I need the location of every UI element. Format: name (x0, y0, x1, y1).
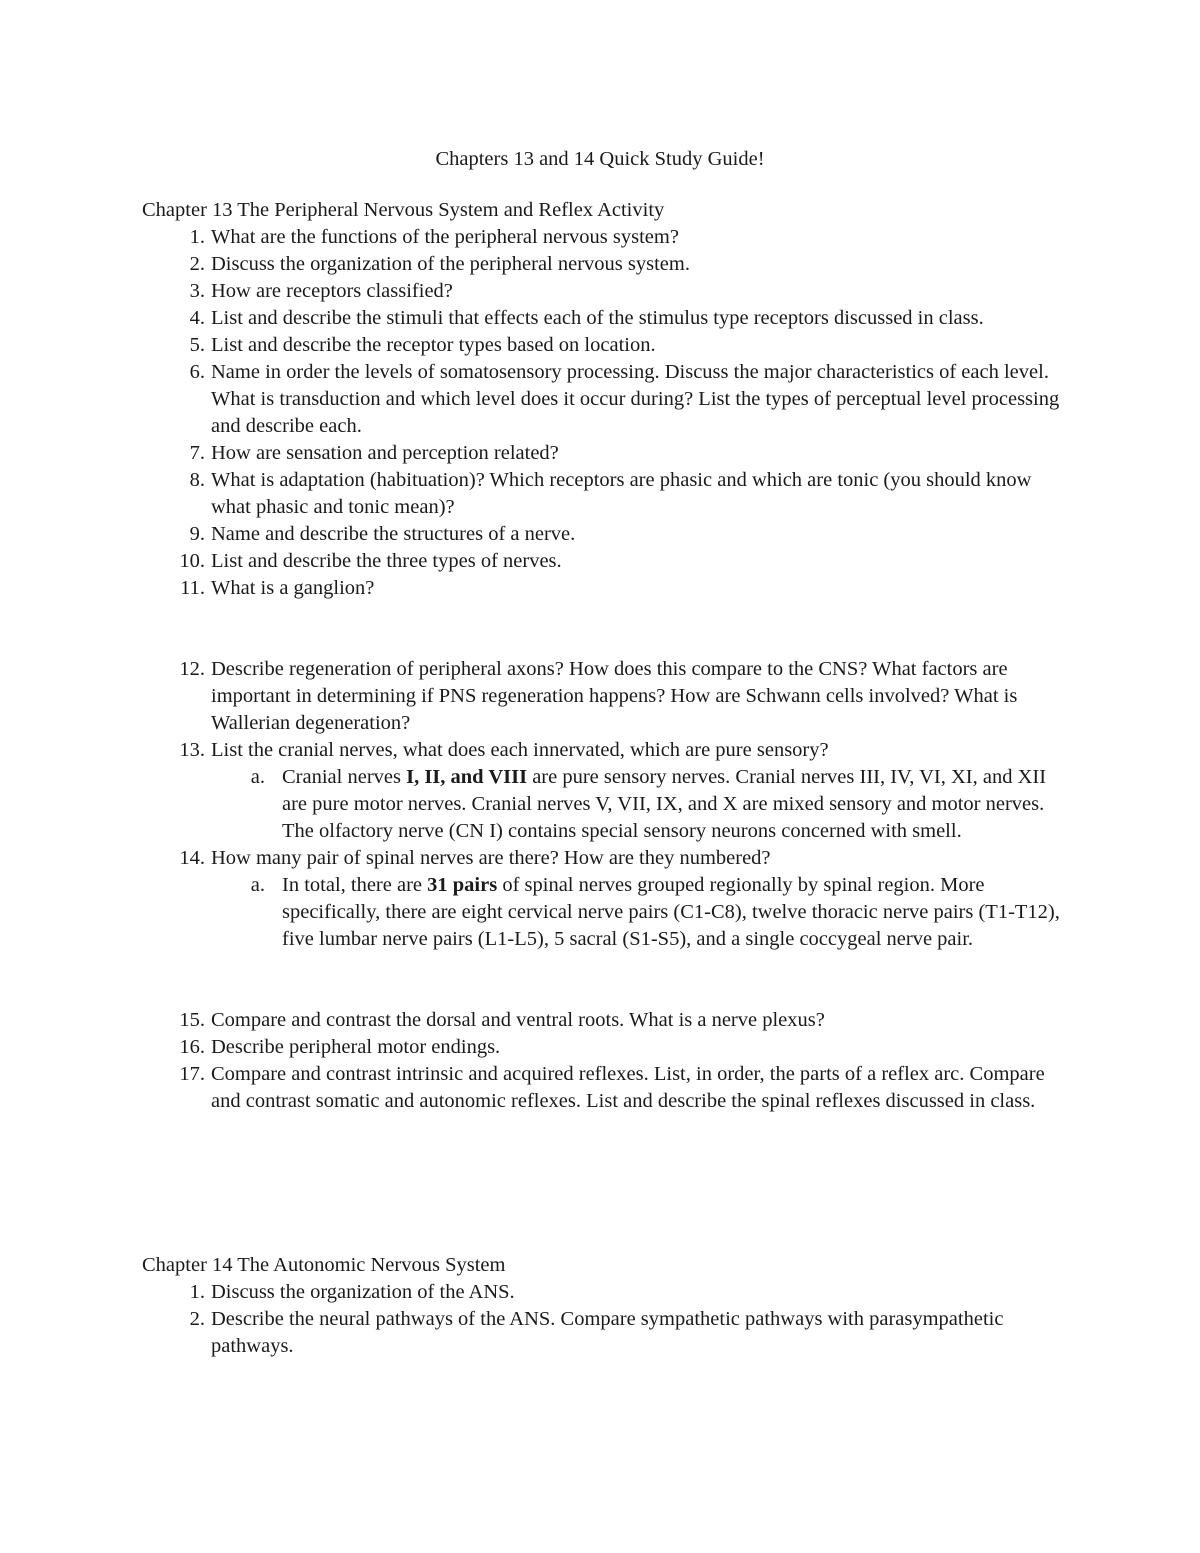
list-item (142, 575, 1072, 602)
item-text: What is adaptation (habituation)? Which receptors are phasic and which are tonic (you should know what phasic and tonic mean)? (211, 469, 1032, 518)
sub-item-text (282, 764, 1072, 845)
item-number: 12. (179, 658, 205, 680)
item-number: 5. (189, 334, 205, 356)
list-item (142, 1061, 1072, 1115)
chapter-14-heading: Chapter 14 The Autonomic Nervous System (142, 1254, 506, 1276)
list-item (142, 521, 1072, 548)
list-item (142, 845, 1072, 872)
item-number: 9. (189, 523, 205, 545)
sub-text-pre: Cranial nerves (282, 766, 407, 788)
item-text: Discuss the organization of the peripheral nervous system. (211, 253, 690, 275)
item-text: Compare and contrast the dorsal and ventral roots. What is a nerve plexus? (211, 1009, 825, 1031)
list-item (142, 1007, 1072, 1034)
list-item (142, 440, 1072, 467)
list-item (142, 332, 1072, 359)
item-number: 1. (189, 226, 205, 248)
item-number: 4. (189, 307, 205, 329)
item-number: 16. (179, 1036, 205, 1058)
item-text: Describe peripheral motor endings. (211, 1036, 501, 1058)
list-item (142, 224, 1072, 251)
item-text: What is a ganglion? (211, 577, 375, 599)
sub-text-post: of spinal nerves grouped regionally by spinal region. More specifically, there are eight cervical nerve pairs (C1-C8), twelve thoracic nerve pairs (T1-T12), five lumbar nerve pairs (L1-L5), 5 sacral (S1-S5), and a single coccygeal nerve pair. (282, 874, 1060, 950)
item-text: Name and describe the structures of a nerve. (211, 523, 576, 545)
item-number: 15. (179, 1009, 205, 1031)
sub-text-bold: I, II, and VIII (406, 766, 528, 788)
item-number: 1. (189, 1281, 205, 1303)
item-number: 3. (189, 280, 205, 302)
item-text: Describe regeneration of peripheral axons? How does this compare to the CNS? What factors are important in determining if PNS regeneration happens? How are Schwann cells involved? What is Wallerian degeneration? (211, 658, 1018, 734)
list-item (142, 467, 1072, 521)
item-text: How are receptors classified? (211, 280, 453, 302)
item-text: List and describe the three types of nerves. (211, 550, 562, 572)
item-text: Compare and contrast intrinsic and acquired reflexes. List, in order, the parts of a reflex arc. Compare and contrast somatic and autonomic reflexes. List and describe the spinal reflexes discussed in class. (211, 1063, 1045, 1112)
sub-text-pre: In total, there are (282, 874, 428, 896)
item-text: What are the functions of the peripheral nervous system? (211, 226, 679, 248)
item-number: 2. (189, 1308, 205, 1330)
list-item (142, 656, 1072, 737)
chapter-13-heading: Chapter 13 The Peripheral Nervous System and Reflex Activity (142, 199, 665, 221)
item-number: 7. (189, 442, 205, 464)
sub-list-item (211, 764, 1072, 845)
list-item (142, 251, 1072, 278)
item-number: 14. (179, 847, 205, 869)
list-item (142, 278, 1072, 305)
item-number: 6. (189, 361, 205, 383)
page-title: Chapters 13 and 14 Quick Study Guide! (435, 148, 765, 170)
item-number: 17. (179, 1063, 205, 1085)
list-item (142, 548, 1072, 575)
sub-item-label: a. (250, 766, 265, 788)
spacer (142, 602, 1072, 656)
sub-text-bold: 31 pairs (427, 874, 498, 896)
sub-item-label: a. (250, 874, 265, 896)
item-text: List and describe the receptor types based on location. (211, 334, 656, 356)
item-number: 13. (179, 739, 205, 761)
item-number: 8. (189, 469, 205, 491)
item-text: How many pair of spinal nerves are there? How are they numbered? (211, 847, 771, 869)
item-text: Name in order the levels of somatosensory processing. Discuss the major characteristics of each level. What is transduction and which level does it occur during? List the types of perceptual level processing and describe each. (211, 361, 1060, 437)
sub-item-text (282, 872, 1072, 953)
sub-list-item (211, 872, 1072, 953)
list-item (142, 737, 1072, 764)
sub-text-post: are pure sensory nerves. Cranial nerves III, IV, VI, XI, and XII are pure motor nerves. Cranial nerves V, VII, IX, and X are mixed sensory and motor nerves. The olfactory nerve (CN I) contains special sensory neurons concerned with smell. (282, 766, 1047, 842)
list-item (142, 359, 1072, 440)
chapter-14-list (142, 1279, 1072, 1360)
list-item (142, 1034, 1072, 1061)
item-text: List the cranial nerves, what does each innervated, which are pure sensory? (211, 739, 829, 761)
spacer (142, 953, 1072, 1007)
list-item (142, 1279, 1072, 1306)
item-text: List and describe the stimuli that effects each of the stimulus type receptors discussed in class. (211, 307, 984, 329)
item-number: 11. (180, 577, 205, 599)
item-text: Discuss the organization of the ANS. (211, 1281, 515, 1303)
chapter-13-list (142, 224, 1072, 1115)
list-item (142, 305, 1072, 332)
item-text: How are sensation and perception related? (211, 442, 559, 464)
item-text: Describe the neural pathways of the ANS. Compare sympathetic pathways with parasympathetic pathways. (211, 1308, 1004, 1357)
item-number: 10. (179, 550, 205, 572)
list-item (142, 1306, 1072, 1360)
item-number: 2. (189, 253, 205, 275)
